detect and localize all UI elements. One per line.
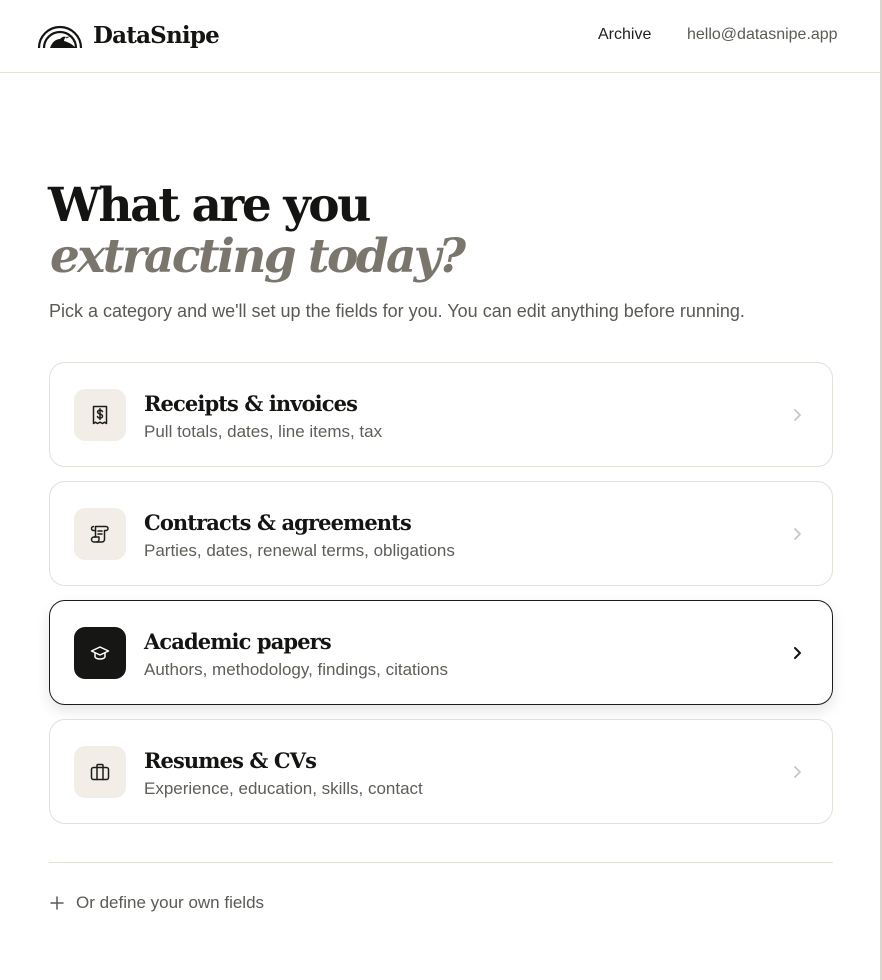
receipt-icon xyxy=(74,389,126,441)
page-title: What are you xyxy=(48,178,369,233)
page-title-emphasis: extracting today? xyxy=(50,229,464,284)
category-title: Academic papers xyxy=(144,629,331,654)
brand-logo-icon xyxy=(36,20,84,50)
chevron-right-icon xyxy=(790,645,804,661)
chevron-right-icon xyxy=(790,407,804,423)
top-bar xyxy=(0,0,880,73)
define-custom-fields-label: Or define your own fields xyxy=(76,893,265,912)
briefcase-icon xyxy=(74,746,126,798)
brand-name: DataSnipe xyxy=(93,21,219,49)
nav-archive-link[interactable]: Archive xyxy=(598,26,652,43)
brand[interactable] xyxy=(36,20,219,50)
category-title: Contracts & agreements xyxy=(144,510,411,535)
define-custom-fields-button[interactable] xyxy=(49,893,264,913)
graduation-cap-icon xyxy=(74,627,126,679)
scroll-icon xyxy=(74,508,126,560)
chevron-right-icon xyxy=(790,526,804,542)
category-title: Receipts & invoices xyxy=(144,391,358,416)
divider xyxy=(49,862,833,863)
nav-email-link[interactable]: hello@datasnipe.app xyxy=(687,26,838,43)
page-subtitle: Pick a category and we'll set up the fields for you. You can edit anything before running. xyxy=(49,301,745,321)
category-description: Experience, education, skills, contact xyxy=(144,779,423,798)
category-title: Resumes & CVs xyxy=(144,748,317,773)
category-card-contracts[interactable] xyxy=(49,481,833,586)
category-card-resumes[interactable] xyxy=(49,719,833,824)
category-card-academic[interactable] xyxy=(49,600,833,705)
plus-icon xyxy=(49,895,65,911)
category-description: Authors, methodology, findings, citations xyxy=(144,660,448,679)
category-card-receipts[interactable] xyxy=(49,362,833,467)
category-description: Pull totals, dates, line items, tax xyxy=(144,422,383,441)
category-description: Parties, dates, renewal terms, obligations xyxy=(144,541,455,560)
chevron-right-icon xyxy=(790,764,804,780)
